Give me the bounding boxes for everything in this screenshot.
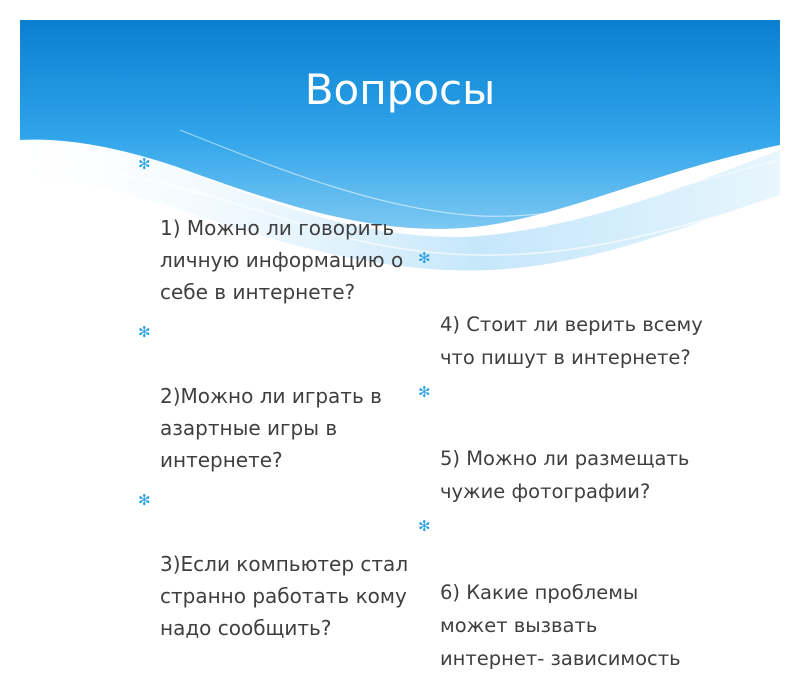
right-question-list [418,242,748,677]
asterisk-bullet-icon: ✻ [138,323,151,341]
asterisk-bullet-icon: ✻ [138,155,151,173]
asterisk-bullet-icon: ✻ [418,249,431,267]
question-text: 6) Какие проблемы может вызвать интернет- зависимость [440,581,681,670]
question-text: 4) Стоит ли верить всему что пишут в интернете? [440,313,703,369]
asterisk-bullet-icon: ✻ [418,383,431,401]
list-item [418,242,748,374]
asterisk-bullet-icon: ✻ [418,517,431,535]
question-text: 1) Можно ли говорить личную информацию о себе в интернете? [160,216,404,304]
list-item [418,510,748,675]
slide [20,20,780,670]
list-item [138,148,428,308]
list-item [418,376,748,508]
question-text: 3)Если компьютер стал странно работать кому надо сообщить? [160,552,409,640]
asterisk-bullet-icon: ✻ [138,491,151,509]
question-text: 5) Можно ли размещать чужие фотографии? [440,447,690,503]
question-text: 2)Можно ли играть в азартные игры в интернете? [160,384,382,472]
list-item [138,316,428,476]
slide-title: Вопросы [304,65,496,114]
left-question-list [138,148,428,652]
list-item [138,484,428,644]
